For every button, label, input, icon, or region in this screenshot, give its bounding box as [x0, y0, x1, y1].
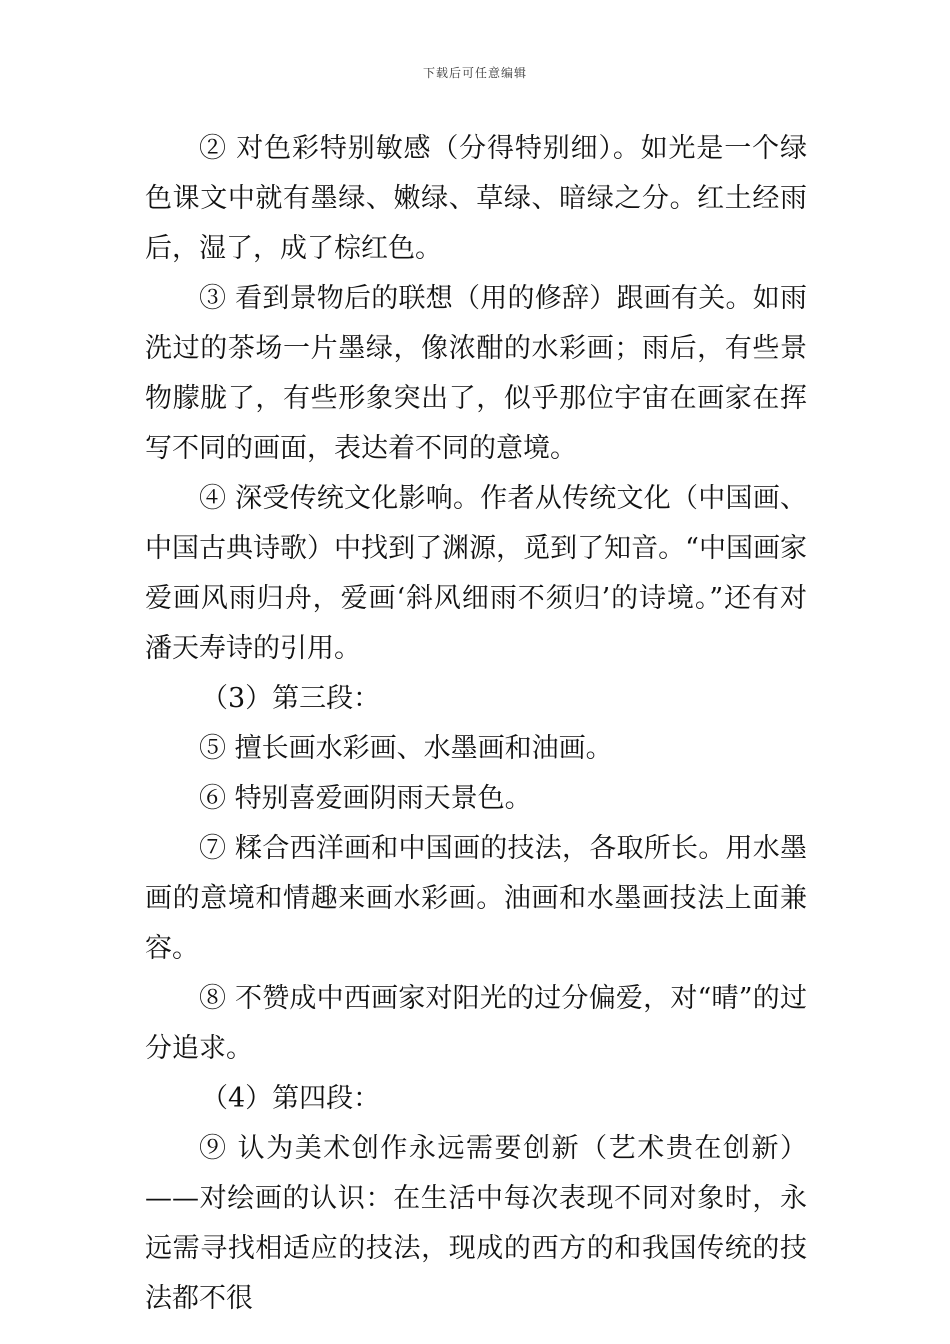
- paragraph-point-7: ⑦ 糅合西洋画和中国画的技法，各取所长。用水墨画的意境和情趣来画水彩画。油画和水墨画技法上面兼容。: [145, 833, 807, 964]
- paragraph-point-3: ③ 看到景物后的联想（用的修辞）跟画有关。如雨洗过的茶场一片墨绿，像浓酣的水彩画；雨后，有些景物朦胧了，有些形象突出了，似乎那位宇宙在画家在挥写不同的画面，表达着不同的意境。: [145, 283, 807, 464]
- section-heading-3: （3）第三段：: [201, 683, 381, 714]
- paragraph-point-9: ⑨ 认为美术创作永远需要创新（艺术贵在创新）——对绘画的认识：在生活中每次表现不同对象时，永远需寻找相适应的技法，现成的西方的和我国传统的技法都不很: [145, 1133, 807, 1314]
- paragraph-point-6: ⑥ 特别喜爱画阴雨天景色。: [199, 783, 532, 814]
- section-heading-4: （4）第四段：: [201, 1083, 381, 1114]
- page-header: 下载后可任意编辑: [422, 66, 527, 80]
- paragraph-point-5: ⑤ 擅长画水彩画、水墨画和油画。: [199, 733, 613, 764]
- document-body: [145, 124, 807, 1324]
- paragraph-point-8: ⑧ 不赞成中西画家对阳光的过分偏爱，对“晴”的过分追求。: [145, 983, 807, 1064]
- paragraph-point-2: ② 对色彩特别敏感（分得特别细）。如光是一个绿色课文中就有墨绿、嫩绿、草绿、暗绿之分。红土经雨后，湿了，成了棕红色。: [145, 133, 807, 264]
- paragraph-point-4: ④ 深受传统文化影响。作者从传统文化（中国画、中国古典诗歌）中找到了渊源，觅到了知音。“中国画家爱画风雨归舟，爱画‘斜风细雨不须归’的诗境。”还有对潘天寿诗的引用。: [145, 483, 807, 664]
